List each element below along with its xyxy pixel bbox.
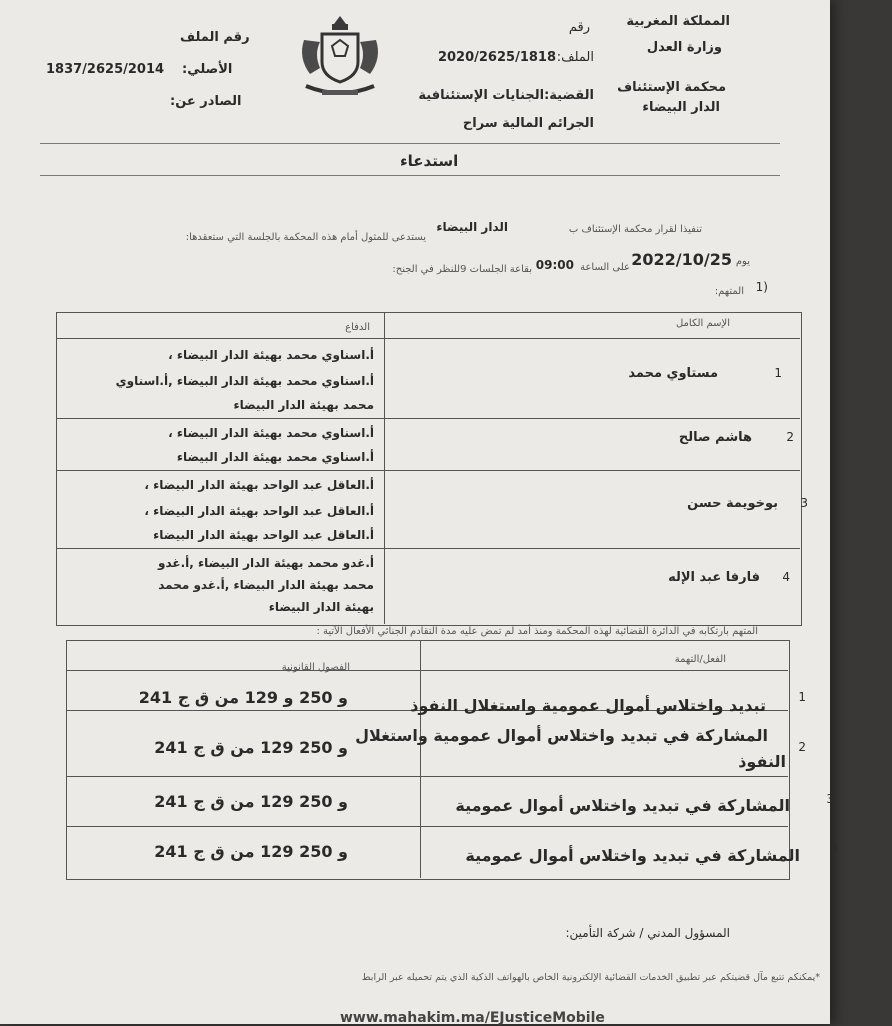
accused-row-4-defense-3: بهيئة الدار البيضاء [268, 600, 374, 614]
charge-row-1-act: تبديد واختلاس أموال عمومية واستغلال النفوذ [410, 696, 766, 715]
charge-row-3-act: المشاركة في تبديد واختلاس أموال عمومية [455, 796, 790, 815]
document-title: استدعاء [400, 152, 459, 170]
accused-row-3-defense-3: أ.العاقل عبد الواحد بهيئة الدار البيضاء [153, 528, 374, 542]
original-label: الأصلي: [182, 62, 233, 77]
charges-intro: المتهم بارتكابه في الدائرة القضائية لهذه المحكمة ومنذ أمد لم تمض عليه مدة التقادم الجنائي الأفعال الآتية : [316, 626, 758, 637]
accused-row-1-defense-2: أ.اسناوي محمد بهيئة الدار البيضاء ,أ.اسناوي [115, 374, 374, 388]
accused-row-2-defense-2: أ.اسناوي محمد بهيئة الدار البيضاء [176, 450, 374, 464]
charge-row-2-act-1: المشاركة في تبديد واختلاس أموال عمومية واستغلال [355, 726, 768, 745]
hearing-hall: بقاعة الجلسات 9للنظر في الجنح: [392, 264, 532, 275]
tracking-note: *يمكنكم تتبع مآل قضيتكم عبر تطبيق الخدمات القضائية الإلكترونية الخاص بالهواتف الذكية الذي يتم تحميله عبر الرابط [361, 972, 820, 983]
header-ministry: وزارة العدل [646, 40, 722, 55]
accused-label: المتهم: [714, 286, 744, 297]
accused-row-1-name: مستاوي محمد [628, 366, 718, 381]
original-number: 1837/2625/2014 [46, 62, 165, 77]
accused-row-4-name: فارفا عبد الإله [668, 570, 760, 585]
intro-suffix: يستدعى للمثول أمام هذه المحكمة بالجلسة التي ستعقدها: [185, 232, 426, 243]
accused-row-2-num: 2 [786, 430, 794, 444]
hearing-time: 09:00 [535, 258, 574, 272]
charge-row-2-law: و 250 129 من ق ج 241 [154, 738, 348, 757]
accused-row-1-defense-3: محمد بهيئة الدار البيضاء [233, 398, 374, 412]
accused-row-4-num: 4 [782, 570, 790, 584]
accused-name-header: الإسم الكامل [675, 318, 730, 329]
file-label: الملف: [556, 50, 594, 65]
accused-row-3-defense-1: أ.العاقل عبد الواحد بهيئة الدار البيضاء ، [144, 478, 374, 492]
charges-act-header: الفعل/التهمة [674, 654, 726, 665]
charges-law-header: الفصول القانونية [281, 662, 350, 673]
accused-row-4-defense-1: أ.غدو محمد بهيئة الدار البيضاء ,أ.غدو [158, 556, 374, 570]
issued-from-label: الصادر عن: [170, 94, 242, 109]
hearing-date: 2022/10/25 [631, 250, 732, 269]
title-divider [40, 175, 780, 176]
case-section: الجرائم المالية سراح [462, 116, 594, 131]
section-number: 1) [755, 280, 768, 294]
day-label: يوم [735, 256, 750, 267]
civil-responsible-label: المسؤول المدني / شركة التأمين: [565, 926, 730, 940]
file-number-label: رقم [568, 20, 590, 35]
accused-row-3-num: 3 [800, 496, 808, 510]
charge-row-2-num: 2 [798, 740, 806, 754]
accused-row-1-num: 1 [774, 366, 782, 380]
accused-row-3-name: بوخويمة حسن [687, 496, 778, 511]
charge-row-4-num: 4 [830, 842, 838, 856]
accused-row-3-defense-2: أ.العاقل عبد الواحد بهيئة الدار البيضاء ، [144, 504, 374, 518]
header-city: الدار البيضاء [642, 100, 720, 115]
file-number: 2020/2625/1818 [437, 50, 556, 65]
charge-row-2-act-2: النفوذ [738, 752, 786, 771]
accused-row-2-defense-1: أ.اسناوي محمد بهيئة الدار البيضاء ، [168, 426, 374, 440]
charge-row-4-law: و 250 129 من ق ج 241 [154, 842, 348, 861]
case-type: القضية:الجنايات الإستئنافية [418, 88, 594, 103]
accused-row-1-defense-1: أ.اسناوي محمد بهيئة الدار البيضاء ، [168, 348, 374, 362]
charge-row-3-law: و 250 129 من ق ج 241 [154, 792, 348, 811]
intro-prefix: تنفيذا لقرار محكمة الإستئناف ب [568, 224, 702, 235]
accused-defense-header: الدفاع [345, 322, 370, 333]
at-hour-label: على الساعة [580, 262, 630, 273]
intro-city: الدار البيضاء [436, 220, 508, 234]
header-kingdom: المملكة المغربية [626, 14, 730, 29]
header-court: محكمة الإستئناف [617, 80, 726, 95]
coat-of-arms-emblem [292, 12, 388, 100]
charge-row-1-num: 1 [798, 690, 806, 704]
charge-row-1-law: و 250 و 129 من ق ج 241 [138, 688, 348, 707]
charge-row-3-num: 3 [826, 792, 834, 806]
accused-row-2-name: هاشم صالح [678, 430, 752, 445]
left-file-number-label: رقم الملف [180, 30, 250, 45]
accused-row-4-defense-2: محمد بهيئة الدار البيضاء ,أ.غدو محمد [158, 578, 374, 592]
charge-row-4-act: المشاركة في تبديد واختلاس أموال عمومية [465, 846, 800, 865]
tracking-link[interactable]: www.mahakim.ma/EJusticeMobile [340, 1010, 605, 1026]
header-divider [40, 143, 780, 144]
